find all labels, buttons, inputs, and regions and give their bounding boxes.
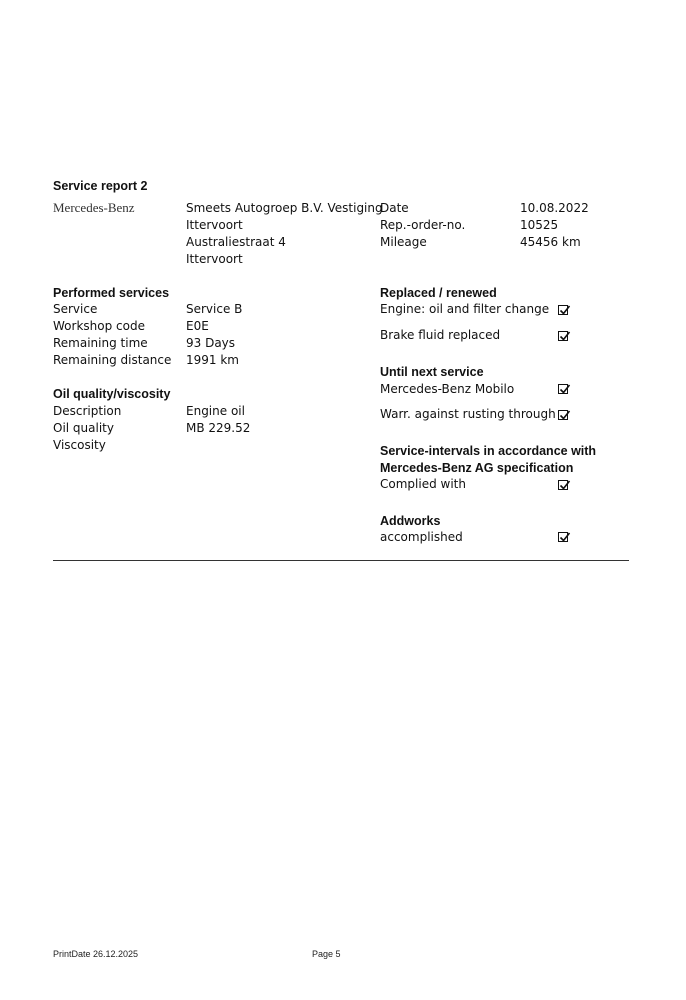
oil-label: Viscosity [53, 438, 106, 452]
report-title: Service report 2 [53, 179, 148, 193]
addworks-item-label: accomplished [380, 530, 463, 544]
checked-checkbox-icon [558, 305, 568, 315]
page-number: Page 5 [312, 949, 341, 959]
replaced-item-label: Brake fluid replaced [380, 328, 501, 342]
performed-value: 93 Days [186, 336, 236, 350]
intervals-heading-line2: Mercedes-Benz AG specification [380, 461, 574, 475]
until-next-heading: Until next service [380, 365, 484, 379]
performed-value: 1991 km [186, 353, 239, 367]
checked-checkbox-icon [558, 410, 568, 420]
performed-label: Remaining time [53, 336, 148, 350]
dealer-name: Smeets Autogroep B.V. Vestiging [186, 201, 383, 215]
brand-logo: Mercedes-Benz [53, 200, 135, 215]
replaced-item-label: Engine: oil and filter change [380, 302, 550, 316]
print-date: PrintDate 26.12.2025 [53, 949, 139, 959]
performed-label: Service [53, 302, 98, 316]
dealer-line2: Ittervoort [186, 218, 243, 232]
oil-value: Engine oil [186, 404, 245, 418]
meta-label-date: Date [380, 201, 409, 215]
dealer-street: Australiestraat 4 [186, 235, 286, 249]
performed-label: Workshop code [53, 319, 145, 333]
performed-value: Service B [186, 302, 243, 316]
addworks-heading: Addworks [380, 514, 441, 528]
checked-checkbox-icon [558, 331, 568, 341]
meta-value-order: 10525 [520, 218, 559, 232]
replaced-heading: Replaced / renewed [380, 286, 497, 300]
meta-value-mileage: 45456 km [520, 235, 581, 249]
oil-label: Oil quality [53, 421, 114, 435]
until-next-item-label: Warr. against rusting through [380, 407, 556, 421]
intervals-item-label: Complied with [380, 477, 466, 491]
section-divider [53, 560, 629, 561]
performed-value: E0E [186, 319, 209, 333]
checked-checkbox-icon [558, 532, 568, 542]
oil-value: MB 229.52 [186, 421, 251, 435]
checked-checkbox-icon [558, 384, 568, 394]
oil-heading: Oil quality/viscosity [53, 387, 171, 401]
meta-label-mileage: Mileage [380, 235, 427, 249]
meta-value-date: 10.08.2022 [520, 201, 589, 215]
meta-label-order: Rep.-order-no. [380, 218, 466, 232]
performed-heading: Performed services [53, 286, 170, 300]
until-next-item-label: Mercedes-Benz Mobilo [380, 382, 515, 396]
dealer-city: Ittervoort [186, 252, 243, 266]
intervals-heading-line1: Service-intervals in accordance with [380, 444, 597, 458]
oil-label: Description [53, 404, 122, 418]
performed-label: Remaining distance [53, 353, 172, 367]
checked-checkbox-icon [558, 480, 568, 490]
